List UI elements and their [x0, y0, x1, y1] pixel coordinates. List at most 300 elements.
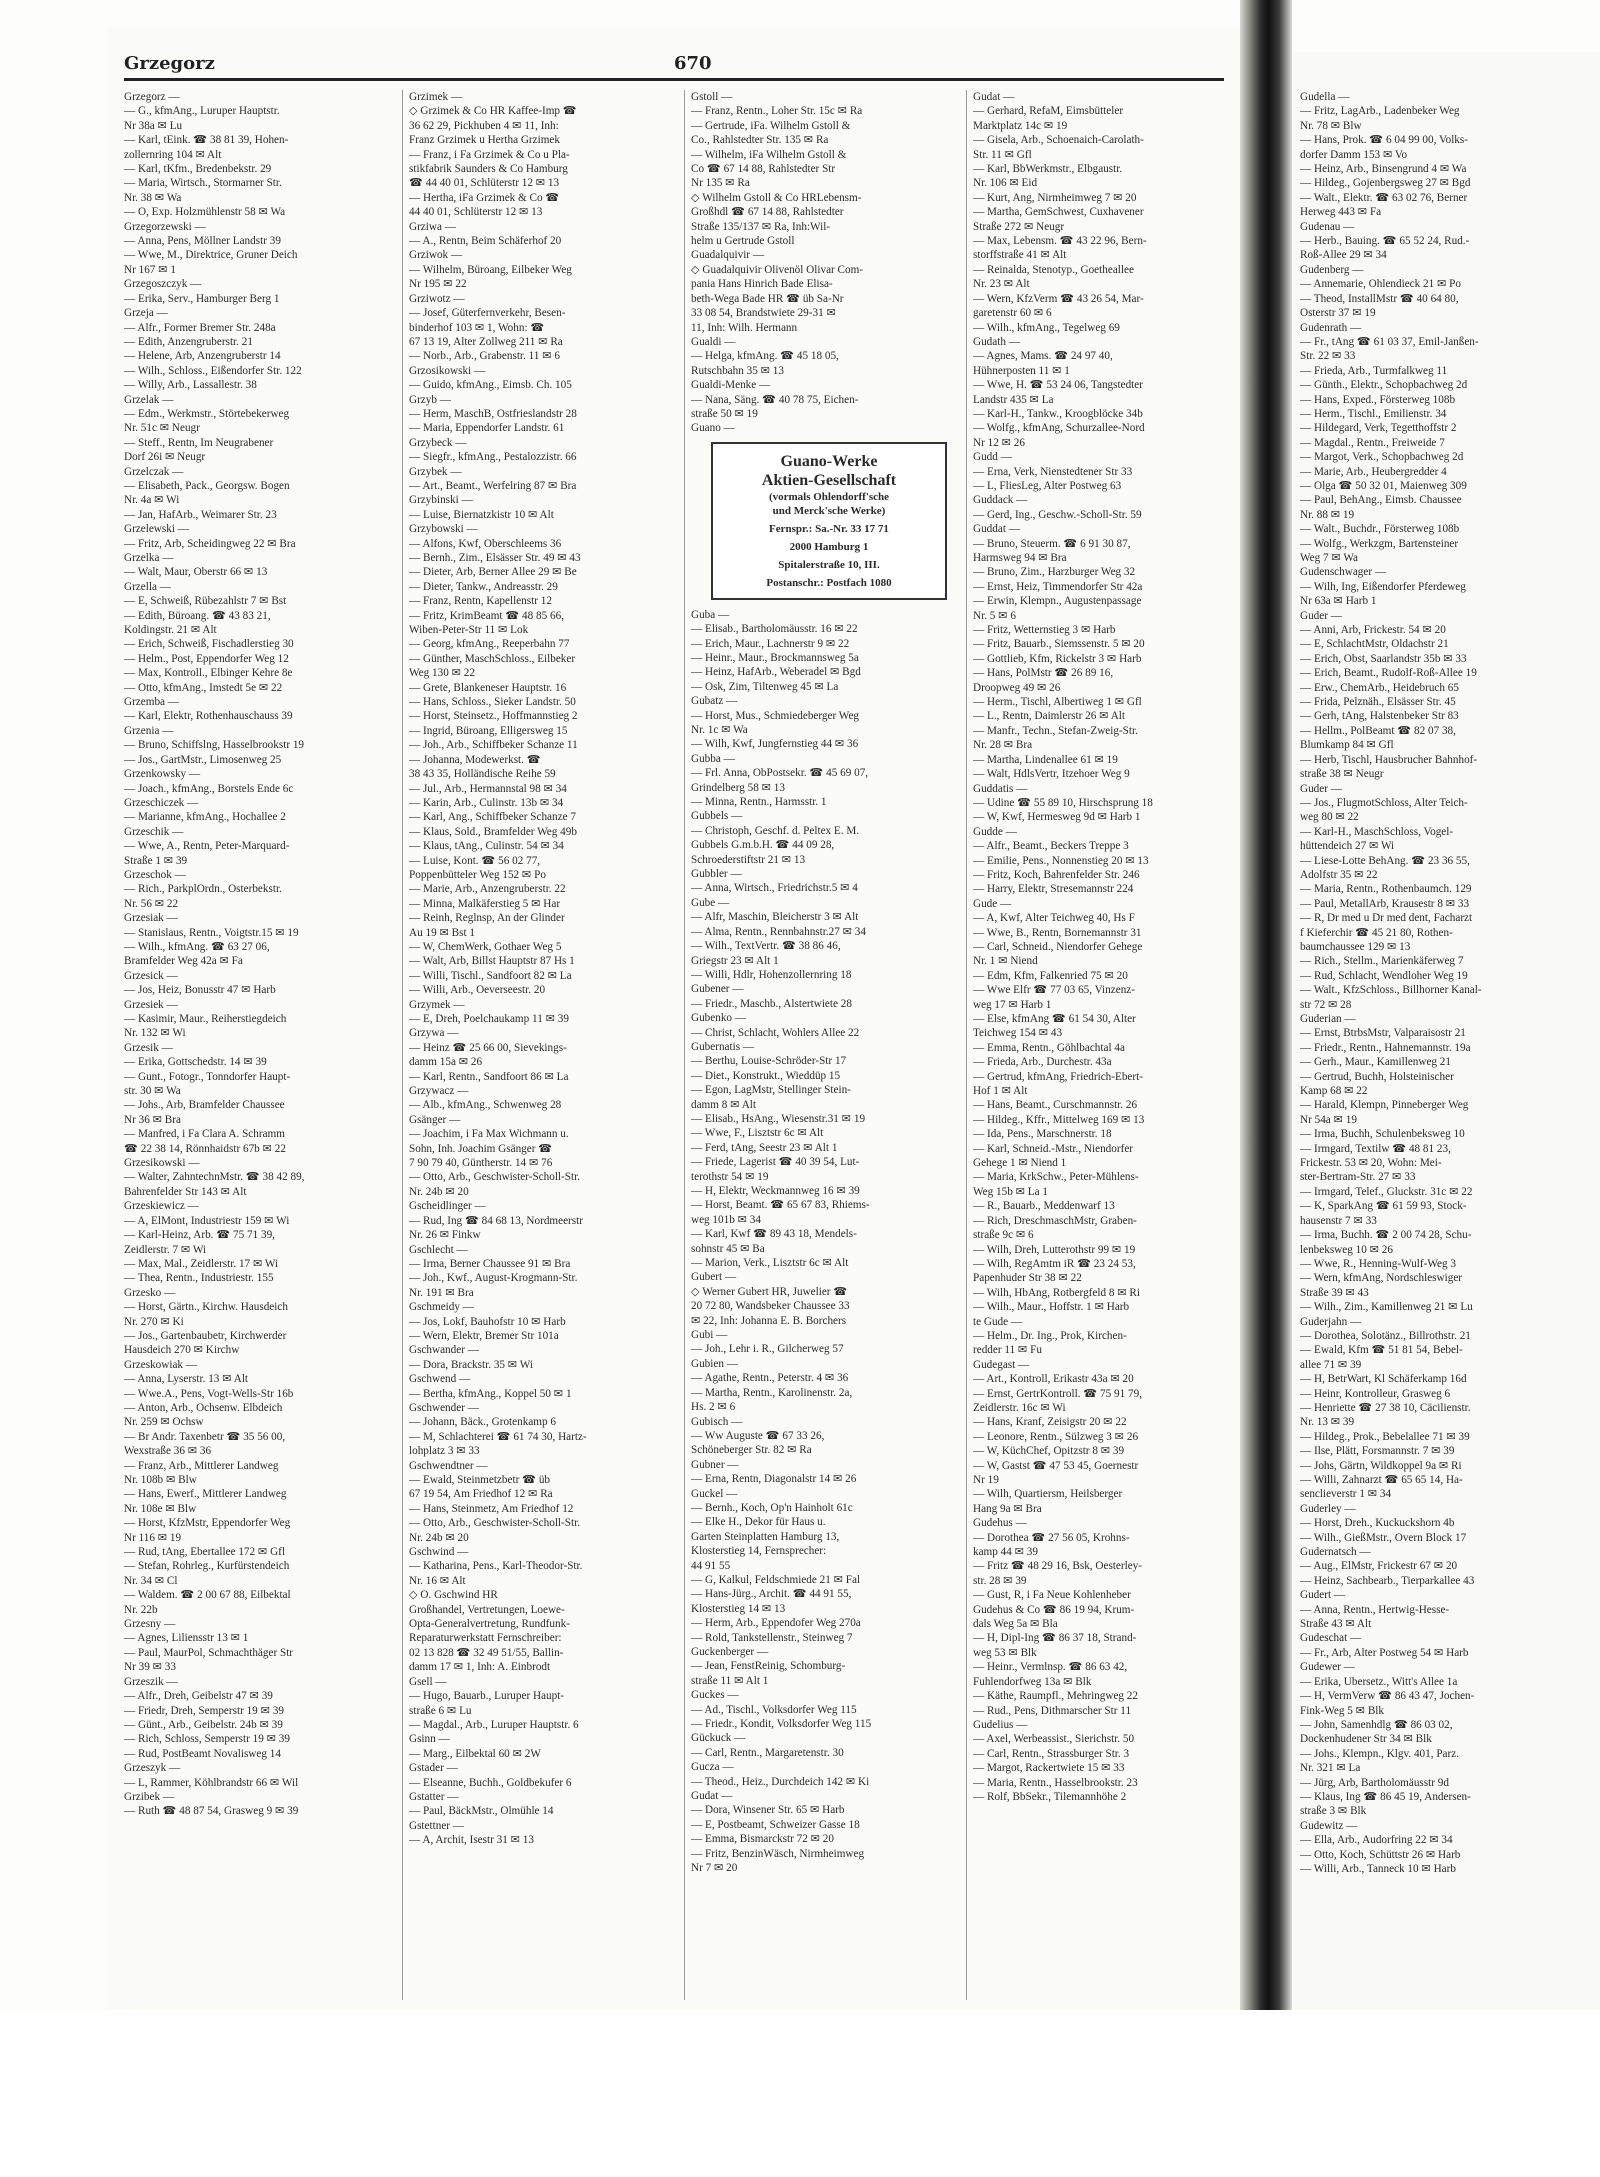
directory-entry-line: Grzegorz —: [124, 91, 180, 103]
directory-entry-line: — Ingrid, Büroang, Elligersweg 15: [409, 724, 568, 737]
directory-entry-line: — Franz, Rentn, Kapellenstr 12: [409, 595, 552, 608]
directory-entry-line: — Rich., ParkplOrdn., Osterbekstr.: [124, 883, 282, 896]
directory-entry-line: ☎ 22 38 14, Rönnhaidstr 67b ✉ 22: [124, 1142, 286, 1155]
directory-entry-line: Nr. 24b ✉ 20: [409, 1185, 469, 1198]
directory-entry-line: — Fritz, Bauarb., Siemssenstr. 5 ✉ 20: [973, 638, 1145, 651]
directory-entry-line: — Irma, Buchh. ☎ 2 00 74 28, Schu-: [1300, 1229, 1472, 1242]
directory-entry-line: Dorf 26i ✉ Neugr: [124, 451, 206, 464]
directory-entry-line: terothstr 54 ✉ 19: [691, 1170, 769, 1183]
directory-entry-line: — Herb., Bauing. ☎ 65 52 24, Rud.-: [1300, 235, 1470, 248]
directory-entry-line: — Anna, Pens, Möllner Landstr 39: [124, 235, 281, 248]
directory-entry-line: — Erich, Maur., Lachnerstr 9 ✉ 22: [691, 637, 850, 650]
directory-entry-line: 38 43 35, Holländische Reihe 59: [409, 768, 556, 781]
directory-entry-line: — Georg, kfmAng., Reeperbahn 77: [409, 638, 570, 651]
directory-entry-line: — A, ElMont, Industriestr 159 ✉ Wi: [124, 1214, 290, 1227]
directory-entry-line: — Erich, Obst, Saarlandstr 35b ✉ 33: [1300, 652, 1467, 665]
directory-entry-line: — Rich, DreschmaschMstr, Graben-: [973, 1214, 1137, 1227]
directory-entry-line: — Rich., Stellm., Marienkäferweg 7: [1300, 955, 1464, 968]
directory-entry-line: — Kurt, Ang, Nirmheimweg 7 ✉ 20: [973, 191, 1137, 204]
directory-entry-line: — Karl, Kwf ☎ 89 43 18, Mendels-: [691, 1228, 857, 1241]
directory-entry-line: — Wern, Elektr, Bremer Str 101a: [409, 1329, 559, 1342]
directory-entry-line: 7 90 79 40, Güntherstr. 14 ✉ 76: [409, 1157, 553, 1170]
directory-entry-line: baumchaussee 129 ✉ 13: [1300, 940, 1411, 953]
directory-entry-line: storffstraße 41 ✉ Alt: [973, 249, 1067, 262]
directory-column-3: [684, 90, 953, 2000]
directory-entry-line: straße 11 ✉ Alt 1: [691, 1674, 769, 1687]
directory-entry-line: Gschwander —: [409, 1344, 479, 1357]
directory-entry-line: — Edith, Büroang. ☎ 43 83 21,: [124, 609, 271, 622]
directory-entry-line: — Henriette ☎ 27 38 10, Cäcilienstr.: [1300, 1401, 1471, 1414]
directory-entry-line: damm 17 ✉ 1, Inh: A. Einbrodt: [409, 1661, 551, 1674]
directory-entry-line: Guckes —: [691, 1689, 739, 1702]
directory-entry-line: kamp 44 ✉ 39: [973, 1546, 1038, 1559]
directory-entry-line: 44 91 55: [691, 1559, 731, 1572]
directory-entry-line: Grzesny —: [124, 1618, 176, 1631]
ad-subtitle-2: und Merck'sche Werke): [772, 504, 886, 517]
directory-entry-line: Harmsweg 94 ✉ Bra: [973, 552, 1067, 564]
directory-entry-line: — Herb, Tischl, Hausbrucher Bahnhof-: [1300, 753, 1478, 766]
directory-entry-line: — Hans, PolMstr ☎ 26 89 16,: [973, 667, 1114, 680]
directory-entry-line: — Erna, Rentn, Diagonalstr 14 ✉ 26: [691, 1473, 857, 1486]
directory-entry-line: — Bernh., Zim., Elsässer Str. 49 ✉ 43: [409, 552, 581, 564]
directory-entry-line: — Frieda, Arb., Turmfalkweg 11: [1300, 364, 1448, 377]
directory-entry-line: — Ewald, Kfm ☎ 51 81 54, Bebel-: [1300, 1344, 1463, 1357]
directory-entry-line: — Wwe, R., Henning-Wulf-Weg 3: [1300, 1257, 1456, 1270]
directory-entry-line: — Guido, kfmAng., Eimsb. Ch. 105: [409, 379, 572, 392]
directory-entry-line: weg 80 ✉ 22: [1300, 811, 1359, 824]
directory-entry-line: — Joach., kfmAng., Borstels Ende 6c: [124, 782, 294, 795]
directory-entry-line: Gsell —: [409, 1675, 447, 1688]
directory-entry-line: — Heinr., Maur., Brockmannsweg 5a: [691, 651, 859, 664]
directory-entry-line: Nr. 13 ✉ 39: [1300, 1416, 1355, 1429]
directory-entry-line: — Stanislaus, Rentn., Voigtstr.15 ✉ 19: [124, 926, 299, 939]
directory-entry-line: Grzegorzewski —: [124, 220, 206, 233]
directory-entry-line: — Ruth ☎ 48 87 54, Grasweg 9 ✉ 39: [124, 1805, 299, 1818]
directory-entry-line: — H, Elektr, Weckmannweg 16 ✉ 39: [691, 1185, 860, 1197]
directory-entry-line: — Osk, Zim, Tiltenweg 45 ✉ La: [691, 680, 839, 693]
left-page: [108, 28, 1240, 2010]
directory-entry-line: — Jos., Gartenbaubetr, Kirchwerder: [124, 1329, 287, 1342]
directory-entry-line: straße 38 ✉ Neugr: [1300, 768, 1384, 781]
directory-entry-line: — Karl-H., MaschSchloss, Vogel-: [1300, 825, 1454, 838]
directory-entry-line: Gschlecht —: [409, 1243, 468, 1256]
directory-entry-line: Blumkamp 84 ✉ Gfl: [1300, 739, 1394, 752]
directory-entry-line: — Edm, Kfm, Falkenried 75 ✉ 20: [973, 969, 1128, 982]
directory-entry-line: — Elke H., Dekor für Haus u.: [691, 1516, 826, 1529]
directory-entry-line: — Steff., Rentn, Im Neugrabener: [124, 436, 274, 449]
directory-entry-line: — Udine ☎ 55 89 10, Hirschsprung 18: [973, 796, 1153, 809]
directory-entry-line: Grzeschik —: [124, 825, 184, 838]
directory-entry-line: — Horst, Steinsetz., Hoffmannstieg 2: [409, 710, 578, 723]
directory-entry-line: helm u Gertrude Gstoll: [691, 235, 795, 248]
directory-entry-line: Guckel —: [691, 1487, 738, 1500]
directory-entry-line: — Agnes, Liliensstr 13 ✉ 1: [124, 1632, 249, 1645]
ad-phone: Fernspr.: Sa.-Nr. 33 17 71: [769, 522, 889, 535]
directory-entry-line: Gudegast —: [973, 1358, 1030, 1371]
directory-entry-line: — Aug., ElMstr, Frickestr 67 ✉ 20: [1300, 1560, 1458, 1573]
directory-entry-line: — Wilh., GießMstr., Overn Block 17: [1300, 1531, 1467, 1544]
directory-entry-line: — Klaus, Ing ☎ 86 45 19, Andersen-: [1300, 1790, 1471, 1803]
directory-entry-line: — Gerhard, RefaM, Eimsbütteler: [973, 105, 1124, 118]
directory-entry-line: stikfabrik Saunders & Co Hamburg: [409, 163, 568, 176]
directory-entry-line: — Franz, Rentn., Loher Str. 15c ✉ Ra: [691, 105, 863, 118]
directory-entry-line: — Jos., GartMstr., Limosenweg 25: [124, 753, 282, 766]
ad-postbox: Postanschr.: Postfach 1080: [766, 576, 892, 589]
directory-entry-line: Grzesiek —: [124, 998, 178, 1011]
directory-entry-line: Nr 63a ✉ Harb 1: [1300, 595, 1377, 608]
directory-entry-line: — Marie, Arb., Heubergredder 4: [1300, 465, 1447, 478]
directory-entry-line: — Jos, Lokf, Bauhofstr 10 ✉ Harb: [409, 1315, 566, 1328]
directory-entry-line: — Klaus, Sold., Bramfelder Weg 49b: [409, 825, 577, 838]
directory-entry-line: — Erna, Verk, Nienstedtener Str 33: [973, 465, 1133, 478]
directory-entry-line: — Herm., Tischl, Albertiweg 1 ✉ Gfl: [973, 696, 1142, 709]
directory-entry-line: — Johs., Arb, Bramfelder Chaussee: [124, 1099, 285, 1112]
directory-entry-line: pania Hans Hinrich Bade Elisa-: [691, 278, 833, 291]
directory-entry-line: Au 19 ✉ Bst 1: [409, 926, 475, 939]
directory-entry-line: Roß-Allee 29 ✉ 34: [1300, 249, 1387, 262]
directory-entry-line: — Helene, Arb, Anzengruberstr 14: [124, 350, 281, 363]
directory-entry-line: — Wwe, M., Direktrice, Gruner Deich: [124, 249, 298, 262]
directory-entry-line: Zeidlerstr. 7 ✉ Wi: [124, 1243, 207, 1256]
directory-entry-line: Guderjahn —: [1300, 1315, 1362, 1328]
directory-entry-line: — Walt, Arb, Billst Hauptstr 87 Hs 1: [409, 955, 575, 968]
directory-entry-line: — A, Kwf, Alter Teichweg 40, Hs F: [973, 912, 1135, 925]
directory-entry-line: — K, SparkAng ☎ 61 59 93, Stock-: [1300, 1200, 1467, 1213]
directory-entry-line: — Karl, tEink. ☎ 38 81 39, Hohen-: [124, 134, 289, 147]
directory-entry-line: — Heinz ☎ 25 66 00, Sievekings-: [409, 1041, 567, 1054]
directory-entry-line: — L., Rentn, Daimlerstr 26 ✉ Alt: [973, 710, 1125, 723]
directory-entry-line: — Heinz, Sachbearb., Tierparkallee 43: [1300, 1574, 1475, 1587]
directory-entry-line: — Martha, GemSchwest, Cuxhavener: [973, 206, 1144, 219]
directory-entry-line: — Art., Kontroll, Erikastr 43a ✉ 20: [973, 1373, 1134, 1386]
directory-entry-line: str. 28 ✉ 39: [973, 1574, 1027, 1587]
directory-entry-line: — Ewald, Steinmetzbetr ☎ üb: [409, 1474, 551, 1486]
directory-entry-line: — Wilh., Maur., Hoffstr. 1 ✉ Harb: [973, 1301, 1130, 1314]
directory-entry-line: Nr. 108b ✉ Blw: [124, 1474, 197, 1486]
directory-entry-line: — Margot, Rackertwiete 15 ✉ 33: [973, 1762, 1125, 1775]
directory-entry-line: — Katharina, Pens., Karl-Theodor-Str.: [409, 1560, 583, 1573]
directory-entry-line: — Dorothea ☎ 27 56 05, Krohns-: [973, 1531, 1130, 1544]
directory-entry-line: — Theod., Heiz., Durchdeich 142 ✉ Ki: [691, 1775, 870, 1788]
directory-entry-line: Nr. 26 ✉ Finkw: [409, 1229, 481, 1242]
directory-entry-line: — Jan, HafArb., Weimarer Str. 23: [124, 508, 277, 521]
directory-entry-line: Guder —: [1300, 782, 1342, 795]
directory-entry-line: straße 50 ✉ 19: [691, 407, 758, 420]
directory-entry-line: — Klaus, tAng., Culinstr. 54 ✉ 34: [409, 840, 564, 853]
directory-entry-line: — Jos., FlugmotSchloss, Alter Teich-: [1300, 796, 1468, 809]
directory-entry-line: — Rud, Schlacht, Wendloher Weg 19: [1300, 969, 1468, 982]
directory-entry-line: Guder —: [1300, 609, 1342, 622]
directory-entry-line: — Dieter, Tankw., Andreasstr. 29: [409, 580, 558, 593]
directory-entry-line: Gudenrath —: [1300, 321, 1362, 334]
directory-entry-line: — Hildegard, Verk, Tegetthoffstr 2: [1300, 422, 1457, 435]
directory-entry-line: Osterstr 37 ✉ 19: [1300, 307, 1376, 320]
directory-entry-line: Grzeja —: [124, 307, 168, 320]
directory-entry-line: Rutschbahn 35 ✉ 13: [691, 364, 784, 377]
directory-entry-line: — Wern, kfmAng, Nordschleswiger: [1300, 1272, 1463, 1285]
directory-entry-line: — Johs., Klempn., Klgv. 401, Parz.: [1300, 1747, 1459, 1760]
directory-entry-line: — Nana, Säng. ☎ 40 78 75, Eichen-: [691, 393, 859, 406]
directory-entry-line: Gubenko —: [691, 1012, 746, 1025]
directory-entry-line: straße 3 ✉ Blk: [1300, 1805, 1367, 1818]
directory-entry-line: ◇ Werner Gubert HR, Juwelier ☎: [691, 1285, 848, 1298]
directory-entry-line: weg 17 ✉ Harb 1: [973, 998, 1052, 1011]
directory-entry-line: Bahrenfelder Str 143 ✉ Alt: [124, 1185, 247, 1198]
directory-entry-line: Gudenau —: [1300, 220, 1355, 233]
directory-entry-line: — Ernst, GertrKontroll. ☎ 75 91 79,: [973, 1387, 1142, 1400]
directory-entry-line: Guckenberger —: [691, 1646, 769, 1658]
directory-entry-line: — Max, Lebensm. ☎ 43 22 96, Bern-: [973, 235, 1147, 248]
directory-entry-line: — L, Rammer, Köhlbrandstr 66 ✉ Wil: [124, 1776, 299, 1789]
directory-entry-line: Gscheidlinger —: [409, 1200, 486, 1213]
directory-entry-line: Gudernatsch —: [1300, 1546, 1371, 1559]
directory-entry-line: — Fritz, KrimBeamt ☎ 48 85 66,: [409, 609, 565, 622]
directory-entry-line: — Rud, tAng, Ebertallee 172 ✉ Gfl: [124, 1546, 285, 1559]
directory-entry-line: — Horst, Gärtn., Kirchw. Hausdeich: [124, 1301, 288, 1314]
directory-entry-line: — Walter, ZahntechnMstr. ☎ 38 42 89,: [124, 1171, 305, 1184]
directory-entry-line: Gudenberg —: [1300, 263, 1364, 276]
directory-entry-line: Nr. 38 ✉ Wa: [124, 191, 182, 204]
directory-entry-line: — Rud., Pens, Dithmarscher Str 11: [973, 1704, 1132, 1717]
directory-entry-line: 67 19 54, Am Friedhof 12 ✉ Ra: [409, 1488, 553, 1501]
directory-entry-line: — Manfr., Techn., Stefan-Zweig-Str.: [973, 724, 1138, 737]
directory-entry-line: — Günth., Elektr., Schopbachweg 2d: [1300, 379, 1468, 392]
directory-entry-line: Nr 12 ✉ 26: [973, 436, 1025, 449]
directory-entry-line: Nr 167 ✉ 1: [124, 263, 176, 276]
directory-entry-line: Grzeskowiak —: [124, 1358, 198, 1371]
directory-entry-line: — Friedr., Rentn., Hahnemannstr. 19a: [1300, 1041, 1471, 1054]
directory-entry-line: — Karl, Ang., Schiffbeker Schanze 7: [409, 811, 576, 824]
directory-entry-line: — Paul, MaurPol, Schmachthäger Str: [124, 1646, 294, 1659]
book-gutter: [1240, 0, 1292, 2010]
directory-entry-line: Gudewer —: [1300, 1661, 1355, 1674]
directory-entry-line: 20 72 80, Wandsbeker Chaussee 33: [691, 1300, 850, 1313]
directory-entry-line: — Hans, Ewerf., Mittlerer Landweg: [124, 1488, 287, 1501]
directory-entry-line: Gückuck —: [691, 1732, 746, 1745]
directory-entry-line: str. 30 ✉ Wa: [124, 1085, 181, 1098]
directory-entry-line: Gualdi-Menke —: [691, 379, 771, 392]
directory-entry-line: damm 15a ✉ 26: [409, 1056, 483, 1069]
directory-entry-line: — Willi, Arb., Tanneck 10 ✉ Harb: [1300, 1862, 1456, 1875]
directory-entry-line: — Emma, Bismarckstr 72 ✉ 20: [691, 1833, 834, 1846]
directory-entry-line: Grzymek —: [409, 998, 465, 1011]
directory-entry-line: — Martha, Rentn., Karolinenstr. 2a,: [691, 1386, 853, 1399]
directory-entry-line: — Fr., tAng ☎ 61 03 37, Emil-Janßen-: [1300, 335, 1479, 348]
directory-entry-line: — Rold, Tankstellenstr., Steinweg 7: [691, 1631, 853, 1644]
directory-entry-line: — Heinz, HafArb., Weberadel ✉ Bgd: [691, 666, 861, 679]
directory-entry-line: Gubert —: [691, 1271, 737, 1284]
directory-entry-line: Gudenschwager —: [1300, 566, 1387, 579]
directory-entry-line: Gstettner —: [409, 1819, 464, 1832]
directory-entry-line: — O, Exp. Holzmühlenstr 58 ✉ Wa: [124, 206, 286, 219]
directory-entry-line: — Siegfr., kfmAng., Pestalozzistr. 66: [409, 451, 577, 464]
directory-entry-line: Nr. 51c ✉ Neugr: [124, 422, 200, 435]
directory-entry-line: Guderley —: [1300, 1502, 1356, 1515]
directory-entry-line: ☎ 44 40 01, Schlüterstr 12 ✉ 13: [409, 177, 560, 190]
directory-entry-line: — Hildeg., Gojenbergsweg 27 ✉ Bgd: [1300, 177, 1471, 190]
directory-entry-line: — E, Schweiß, Rübezahlstr 7 ✉ Bst: [124, 595, 287, 608]
directory-entry-line: — Alb., kfmAng., Schwenweg 28: [409, 1099, 562, 1112]
directory-entry-line: — Franz, i Fa Grzimek & Co u Pla-: [409, 148, 570, 161]
directory-entry-line: — Joh., Kwf., August-Krogmann-Str.: [409, 1272, 578, 1285]
directory-entry-line: ◇ O. Gschwind HR: [409, 1589, 498, 1602]
directory-entry-line: — E, SchlachtMstr, Oldachstr 21: [1300, 638, 1449, 651]
directory-entry-line: Straße 135/137 ✉ Ra, Inh:Wil-: [691, 220, 831, 233]
directory-entry-line: Nr 39 ✉ 33: [124, 1661, 176, 1674]
directory-entry-line: — Hans, Beamt., Curschmannstr. 26: [973, 1099, 1138, 1112]
directory-entry-line: — Alfr, Maschin, Bleicherstr 3 ✉ Alt: [691, 911, 859, 924]
directory-entry-line: — Wilh, Kwf, Jungfernstieg 44 ✉ 36: [691, 738, 859, 751]
directory-entry-line: Gudelius —: [973, 1718, 1028, 1731]
directory-entry-line: Klosterstieg 14 ✉ 13: [691, 1602, 786, 1615]
directory-entry-line: Gschwend —: [409, 1373, 471, 1386]
directory-entry-line: — Berthu, Louise-Schröder-Str 17: [691, 1055, 847, 1068]
directory-entry-line: — Magdal., Rentn., Freiweide 7: [1300, 436, 1445, 449]
ad-title-1: Guano-Werke: [780, 452, 878, 470]
directory-entry-line: — W, ChemWerk, Gothaer Weg 5: [409, 940, 562, 953]
directory-entry-line: Gude —: [973, 897, 1012, 910]
directory-entry-line: lohplatz 3 ✉ 33: [409, 1445, 480, 1458]
directory-entry-line: — Magdal., Arb., Luruper Hauptstr. 6: [409, 1718, 579, 1731]
directory-entry-line: Straße 1 ✉ 39: [124, 854, 188, 867]
directory-entry-line: — Alma, Rentn., Rennbahnstr.27 ✉ 34: [691, 925, 866, 938]
right-page: [1292, 52, 1600, 2010]
ad-city: 2000 Hamburg 1: [789, 540, 869, 553]
directory-entry-line: — Elseanne, Buchh., Goldbekufer 6: [409, 1776, 572, 1789]
directory-entry-line: — Johann, Bäck., Grotenkamp 6: [409, 1416, 556, 1429]
directory-entry-line: — Otto, kfmAng., Imstedt 5e ✉ 22: [124, 681, 283, 694]
directory-entry-line: ◇ Guadalquivir Olivenöl Olivar Com-: [691, 263, 864, 276]
directory-entry-line: — Karl, Elektr, Rothenhauschauss 39: [124, 710, 293, 723]
directory-entry-line: — Minna, Malkäferstieg 5 ✉ Har: [409, 897, 561, 910]
directory-entry-line: — Ernst, Heiz, Timmendorfer Str 42a: [973, 580, 1143, 593]
directory-entry-line: — Waldem. ☎ 2 00 67 88, Eilbektal: [124, 1589, 291, 1602]
directory-entry-line: — Egon, LagMstr, Stellinger Stein-: [691, 1084, 851, 1097]
directory-entry-line: — Hellm., PolBeamt ☎ 82 07 38,: [1300, 724, 1456, 737]
directory-entry-line: Droopweg 49 ✉ 26: [973, 681, 1061, 694]
directory-entry-line: Str. 22 ✉ 33: [1300, 350, 1356, 363]
directory-entry-line: — Johs, Gärtn, Wildkoppel 9a ✉ Ri: [1300, 1459, 1462, 1472]
directory-entry-line: — Fritz, Arb, Scheidingweg 22 ✉ Bra: [124, 537, 296, 550]
ad-street: Spitalerstraße 10, III.: [778, 558, 880, 571]
directory-entry-line: Gubatz —: [691, 695, 738, 708]
directory-entry-line: Grzybowski —: [409, 523, 478, 536]
directory-entry-line: — M, Schlachterei ☎ 61 74 30, Hartz-: [409, 1430, 587, 1443]
directory-entry-line: — Gust, R, i Fa Neue Kohlenheber: [973, 1589, 1131, 1602]
directory-entry-line: Weg 130 ✉ 22: [409, 667, 475, 680]
directory-entry-line: — Frieda, Arb., Durchestr. 43a: [973, 1056, 1112, 1069]
directory-entry-line: Gudeschat —: [1300, 1632, 1362, 1645]
directory-entry-line: — Martha, Lindenallee 61 ✉ 19: [973, 753, 1118, 766]
directory-entry-line: Gstatter —: [409, 1790, 459, 1803]
directory-entry-line: — Joh., Lehr i. R., Gilcherweg 57: [691, 1343, 844, 1356]
directory-entry-line: — Wilh, Dreh, Lutterothstr 99 ✉ 19: [973, 1243, 1136, 1256]
directory-entry-line: senclieverstr 1 ✉ 34: [1300, 1488, 1392, 1501]
directory-entry-line: Gubien —: [691, 1357, 738, 1370]
directory-entry-line: Gubbels G.m.b.H. ☎ 44 09 28,: [691, 839, 835, 852]
directory-entry-line: 11, Inh: Wilh. Hermann: [691, 321, 798, 334]
directory-entry-line: — Ella, Arb., Audorfring 22 ✉ 34: [1300, 1834, 1453, 1847]
directory-entry-line: Garten Steinplatten Hamburg 13,: [691, 1530, 840, 1543]
directory-entry-line: — Marie, Arb., Anzengruberstr. 22: [409, 883, 566, 896]
directory-entry-line: — A., Rentn, Beim Schäferhof 20: [409, 235, 562, 248]
directory-entry-line: Gubbler —: [691, 868, 742, 881]
directory-entry-line: Gudewitz —: [1300, 1819, 1358, 1832]
directory-entry-line: — Dora, Winsener Str. 65 ✉ Harb: [691, 1804, 845, 1817]
directory-entry-line: — Karl-Heinz, Arb. ☎ 75 71 39,: [124, 1229, 275, 1242]
directory-entry-line: Gubba —: [691, 752, 735, 765]
directory-entry-line: Grzyb —: [409, 393, 451, 406]
directory-entry-line: — Jul., Arb., Hermannstal 98 ✉ 34: [409, 782, 567, 795]
directory-entry-line: — Fritz ☎ 48 29 16, Bsk, Oesterley-: [973, 1560, 1142, 1573]
directory-entry-line: Großhandel, Vertretungen, Loewe-: [409, 1603, 565, 1616]
directory-entry-line: — Hans, Kranf, Zeisigstr 20 ✉ 22: [973, 1416, 1127, 1429]
directory-entry-line: — Wilh., kfmAng., Tegelweg 69: [973, 321, 1120, 334]
directory-entry-line: — Joh., Arb., Schiffbeker Schanze 11: [409, 739, 578, 752]
directory-entry-line: dorfer Damm 153 ✉ Vo: [1300, 148, 1408, 161]
directory-entry-line: Grzella —: [124, 580, 171, 593]
directory-entry-line: Hof 1 ✉ Alt: [973, 1085, 1028, 1098]
directory-entry-line: — Manfred, i Fa Clara A. Schramm: [124, 1128, 285, 1141]
directory-entry-line: — Irma, Buchh, Schulenbeksweg 10: [1300, 1128, 1465, 1141]
page-header: [124, 38, 1224, 81]
directory-entry-line: — Bruno, Steuerm. ☎ 6 91 30 87,: [973, 537, 1131, 550]
directory-entry-line: — Elisabeth, Pack., Georgsw. Bogen: [124, 479, 290, 492]
directory-entry-line: — Heinr., Vermlnsp. ☎ 86 63 42,: [973, 1661, 1128, 1674]
directory-entry-line: — Ernst, BtrbsMstr, Valparaisostr 21: [1300, 1027, 1466, 1040]
directory-entry-line: Gubner —: [691, 1458, 739, 1471]
directory-entry-line: — Wwe, B., Rentn, Bornemannstr 31: [973, 926, 1142, 939]
directory-entry-line: — Wilh., Zim., Kamillenweg 21 ✉ Lu: [1300, 1301, 1473, 1314]
directory-entry-line: Grzesick —: [124, 969, 178, 982]
directory-entry-line: — Anna, Wirtsch., Friedrichstr.5 ✉ 4: [691, 882, 858, 895]
directory-entry-line: — Grete, Blankeneser Hauptstr. 16: [409, 681, 567, 694]
directory-entry-line: Nr. 24b ✉ 20: [409, 1531, 469, 1544]
directory-entry-line: — Walt., Elektr. ☎ 63 02 76, Berner: [1300, 191, 1468, 204]
directory-entry-line: Grzeszyk —: [124, 1762, 181, 1775]
directory-entry-line: — Helm., Post, Eppendorfer Weg 12: [124, 652, 289, 665]
header-name: Grzegorz: [124, 53, 215, 74]
directory-entry-line: Grzelak —: [124, 393, 174, 406]
directory-entry-line: — Wwe, F., Lisztstr 6c ✉ Alt: [691, 1127, 824, 1140]
directory-entry-line: — Hertha, iFa Grzimek & Co ☎: [409, 191, 560, 204]
directory-entry-line: Grziwotz —: [409, 292, 465, 305]
directory-entry-line: — John, Samenhdlg ☎ 86 03 02,: [1300, 1718, 1453, 1731]
directory-entry-line: — Erika, Serv., Hamburger Berg 1: [124, 292, 280, 305]
directory-entry-line: — Axel, Werbeassist., Sierichstr. 50: [973, 1733, 1135, 1746]
directory-entry-line: Fuhlendorfweg 13a ✉ Blk: [973, 1675, 1092, 1688]
directory-entry-line: Gstader —: [409, 1762, 458, 1775]
directory-entry-line: — Bruno, Schiffslng, Hasselbrookstr 19: [124, 739, 305, 752]
directory-entry-line: — Stefan, Rohrleg., Kurfürstendeich: [124, 1560, 290, 1573]
directory-entry-line: — Herm, MaschB, Ostfrieslandstr 28: [409, 407, 577, 420]
directory-entry-line: Fink-Weg 5 ✉ Blk: [1300, 1704, 1384, 1717]
directory-entry-line: Gehege 1 ✉ Niend 1: [973, 1157, 1067, 1170]
directory-entry-line: — Wwe Elfr ☎ 77 03 65, Vinzenz-: [973, 984, 1135, 997]
directory-entry-line: damm 8 ✉ Alt: [691, 1098, 756, 1111]
directory-entry-line: Gschmeidy —: [409, 1301, 474, 1314]
directory-entry-line: — Agnes, Mams. ☎ 24 97 40,: [973, 350, 1113, 363]
directory-entry-line: — Olga ☎ 50 32 01, Maienweg 309: [1300, 479, 1467, 492]
directory-entry-line: — Franz, Arb., Mittlerer Landweg: [124, 1459, 279, 1472]
directory-entry-line: — Christ, Schlacht, Wohlers Allee 22: [691, 1026, 860, 1039]
directory-entry-line: Gschwind —: [409, 1546, 469, 1559]
directory-entry-line: Adolfstr 35 ✉ 22: [1300, 868, 1378, 881]
directory-entry-line: Nr 36 ✉ Bra: [124, 1113, 181, 1126]
directory-entry-line: Gubisch —: [691, 1415, 743, 1428]
directory-entry-line: Griegstr 23 ✉ Alt 1: [691, 954, 779, 967]
directory-entry-line: Grindelberg 58 ✉ 13: [691, 781, 785, 794]
